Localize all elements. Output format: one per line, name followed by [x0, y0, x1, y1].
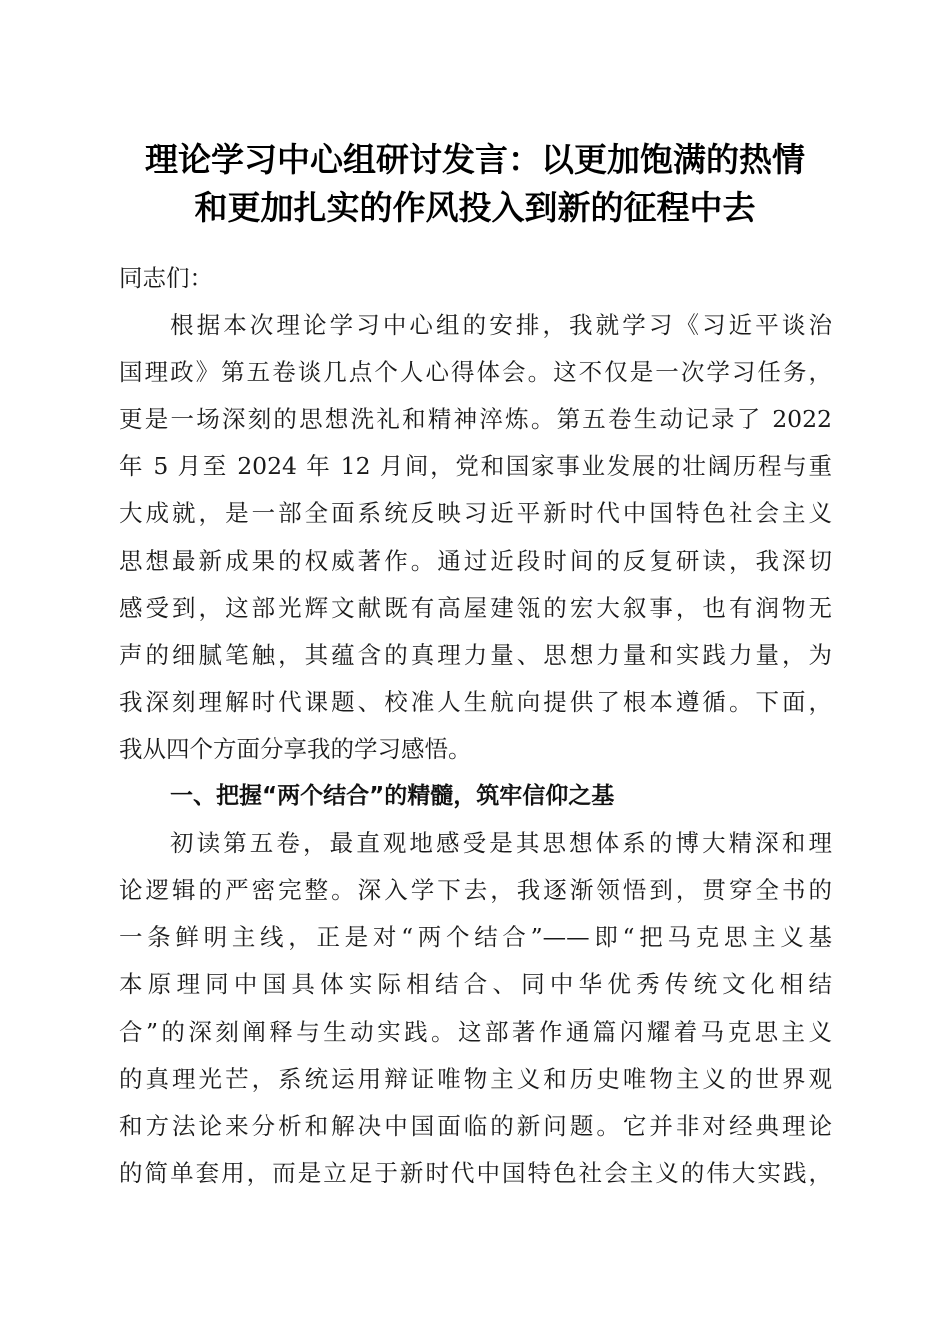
paragraph1-line: 思想最新成果的权威著作。通过近段时间的反复研读，我深切: [119, 546, 832, 575]
title-line-1: 理论学习中心组研讨发言：以更加饱满的热情: [145, 140, 805, 179]
paragraph2-line: 一条鲜明主线，正是对“两个结合”——即“把马克思主义基: [119, 923, 832, 952]
paragraph1-line: 根据本次理论学习中心组的安排，我就学习《习近平谈治: [170, 311, 832, 340]
paragraph2-line: 初读第五卷，最直观地感受是其思想体系的博大精深和理: [170, 829, 832, 858]
paragraph2-line: 论逻辑的严密完整。深入学下去，我逐渐领悟到，贯穿全书的: [119, 876, 832, 905]
paragraph1-line: 更是一场深刻的思想洗礼和精神淬炼。第五卷生动记录了 2022: [119, 405, 832, 434]
paragraph1-line: 我深刻理解时代课题、校准人生航向提供了根本遵循。下面，: [119, 687, 832, 716]
paragraph1-line: 大成就，是一部全面系统反映习近平新时代中国特色社会主义: [119, 499, 832, 528]
paragraph1-line: 感受到，这部光辉文献既有高屋建瓴的宏大叙事，也有润物无: [119, 593, 832, 622]
paragraph1-line: 国理政》第五卷谈几点个人心得体会。这不仅是一次学习任务，: [119, 358, 832, 387]
paragraph2-line: 本原理同中国具体实际相结合、同中华优秀传统文化相结: [119, 970, 832, 999]
paragraph2-line: 的简单套用，而是立足于新时代中国特色社会主义的伟大实践，: [119, 1158, 832, 1187]
section-heading-1: 一、把握“两个结合”的精髓，筑牢信仰之基: [170, 783, 615, 810]
title-line-2: 和更加扎实的作风投入到新的征程中去: [194, 188, 756, 227]
paragraph1-line: 声的细腻笔触，其蕴含的真理力量、思想力量和实践力量，为: [119, 640, 832, 669]
salutation: 同志们：: [119, 264, 213, 292]
paragraph2-line: 的真理光芒，系统运用辩证唯物主义和历史唯物主义的世界观: [119, 1064, 832, 1093]
document-body: [119, 255, 832, 1197]
document-title: [100, 136, 850, 232]
paragraph2-line: 合”的深刻阐释与生动实践。这部著作通篇闪耀着马克思主义: [119, 1017, 832, 1046]
paragraph2-line: 和方法论来分析和解决中国面临的新问题。它并非对经典理论: [119, 1111, 832, 1140]
paragraph1-line: 年 5 月至 2024 年 12 月间，党和国家事业发展的壮阔历程与重: [119, 452, 832, 481]
paragraph1-line: 我从四个方面分享我的学习感悟。: [119, 734, 472, 763]
